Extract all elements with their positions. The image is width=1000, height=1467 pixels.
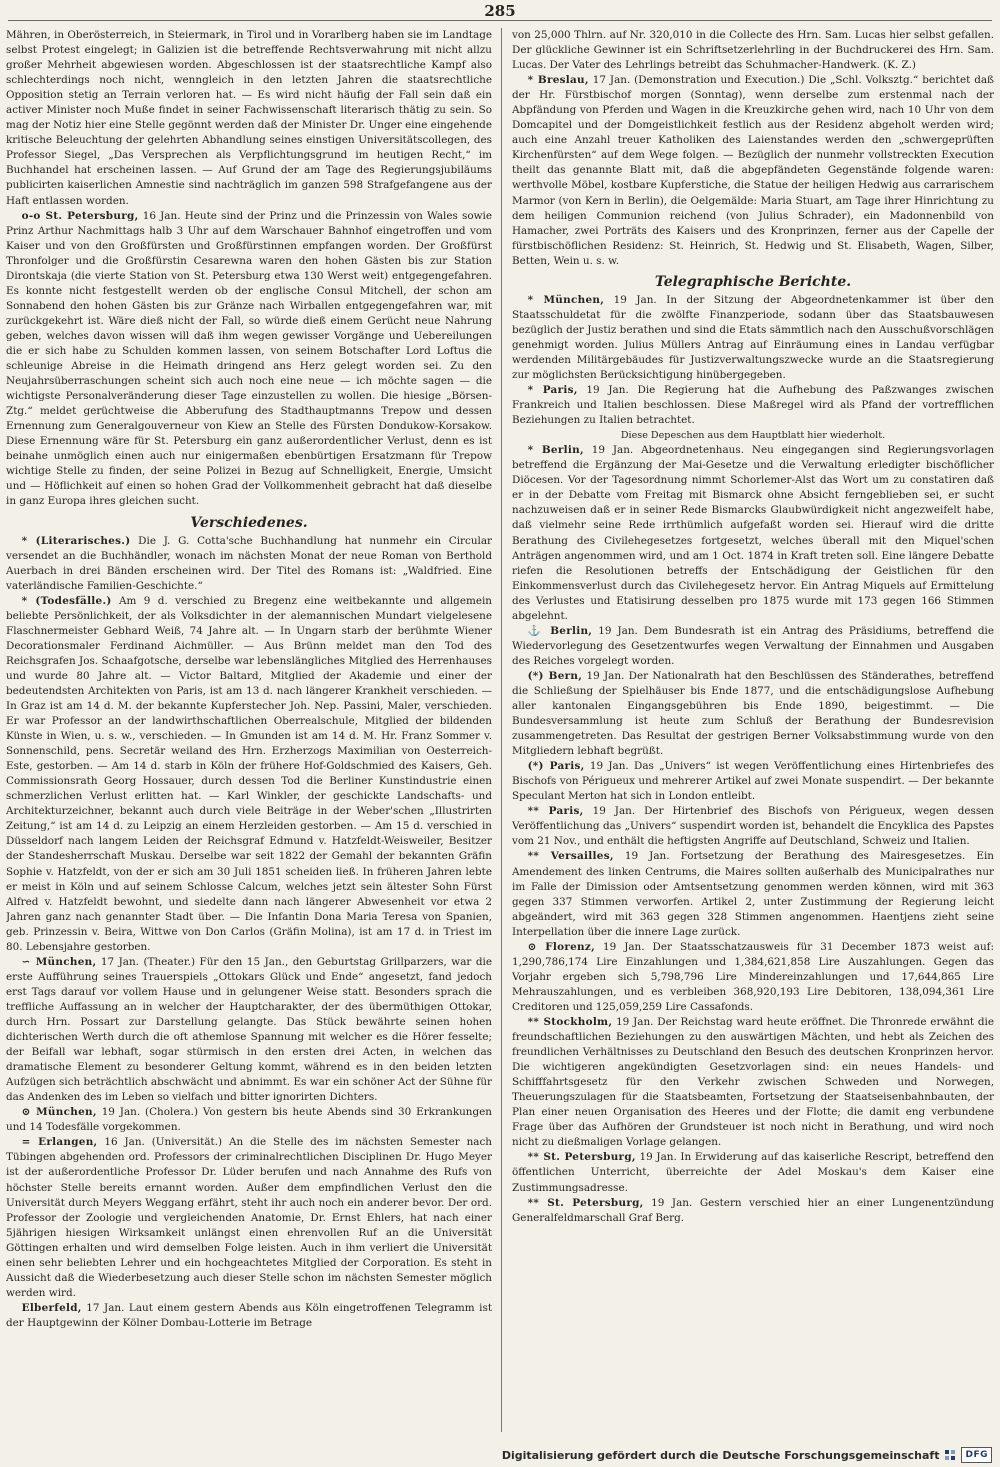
article-dateline: ** St. Petersburg, <box>527 1196 644 1209</box>
article-paragraph <box>6 1105 492 1135</box>
article-dateline: (*) Bern, <box>527 669 583 682</box>
article-text: 17 Jan. Laut einem gestern Abends aus Köln eingetroffenen Telegramm ist der Hauptgewinn der Kölner Dombau-Lotterie im Betrage <box>6 1301 492 1329</box>
article-paragraph <box>512 383 994 428</box>
article-dateline: ** Paris, <box>527 805 584 818</box>
article-text: 16 Jan. Heute sind der Prinz und die Prinzessin von Wales sowie Prinz Arthur Nachmittags halb 3 Uhr auf dem Warschauer Bahnhof eingetroffen und vom Kaiser und von den Großfürsten und Großfürstinnen empfangen worden. Der Großfürst Thronfolger und die Großfürstin Cesarewna waren den hohen Gästen bis zur Station Dirontskaja (die vierte Station von St. Petersburg etwa 130 Werst weit) entgegengefahren. Es konnte nicht festgestellt werden ob der englische Consul Mitchell, der schon am Sonnabend den hohen Gästen bis zur Gränze nach Wirballen entgegengefahren war, mit zurückgekehrt ist. Wäre dieß nicht der Fall, so würde dieß einem Gerücht neue Nahrung geben, welches davon wissen will daß ihm wegen gewisser Vorgänge und Uebereilungen die er sich habe zu Schulden kommen lassen, von seinem Botschafter Lord Loftus die schleunige Abreise in die Heimath dringend ans Herz gelegt worden sei. Zu den Neujahrsüberraschungen scheint sich auch noch eine neue — ich möchte sagen — die wichtigste Personalveränderung dieser Tage einzustellen zu wollen. Die hiesige „Börsen-Ztg.“ meldet gerüchtweise die Abberufung des Stadthauptmanns Trepow und dessen Ernennung zum Generalgouverneur von Kiew an Stelle des Fürsten Dondukow-Korsakow. Diese Ernennung wäre für St. Petersburg ein ganz außerordentlicher Verlust, denn es ist beinahe unmöglich einen auch nur einigermaßen ebenbürtigen Ersatzmann für Trepow wichtige Stelle zu finden, der seine Polizei in Bezug auf Schnelligkeit, Energie, Umsicht und — Höflichkeit auf einen so hohen Grad der Vollkommenheit gebracht hat daß dieselbe in ganz Europa ihres gleichen sucht. <box>6 209 492 508</box>
article-text: von 25,000 Thlrn. auf Nr. 320,010 in die Collecte des Hrn. Sam. Lucas hier selbst gefallen. Der glückliche Gewinner ist ein Schriftsetzerlehrling in der Buchdruckerei des Hrn. Sam. Lucas. Der Vater des Lehrlings betreibt das Schuhmacher-Handwerk. (K. Z.) <box>512 29 994 72</box>
right-column <box>512 28 994 1432</box>
article-text: 19 Jan. Der Nationalrath hat den Beschlüssen des Ständerathes, betreffend die Schließung der Spielhäuser bis Ende 1877, und die entschädigungslose Aufhebung aller kantonalen Eingangsgebühren bis Ende 1890, beigestimmt. — Die Bundesversammlung ist heute zum Schluß der Berathung der Bundesrevision zusammengetreten. Das Resultat der gestrigen Berner Volksabstimmung wurde von den Mitgliedern lebhaft begrüßt. <box>512 669 994 758</box>
article-dateline: * (Literarisches.) <box>21 534 131 547</box>
article-text: 19 Jan. Fortsetzung der Berathung des Mairesgesetzes. Ein Amendement des linken Centrums, die Maires sollten außerhalb des Municipalrathes nur im Falle der Dimission oder Amtsentsetzung genommen werden können, wird mit 363 gegen 337 Stimmen verworfen. Artikel 2, unter Zustimmung der Regierung leicht abgeändert, wird mit 363 gegen 328 Stimmen angenommen. Haentjens zieht seine Interpellation über die innere Lage zurück. <box>512 850 994 938</box>
page-number: 285 <box>484 2 516 20</box>
article-dateline: ∽ München, <box>21 955 97 968</box>
article-dateline: = Erlangen, <box>21 1136 98 1149</box>
article-dateline: * München, <box>527 293 605 306</box>
article-paragraph <box>6 1301 492 1331</box>
article-text: 17 Jan. (Demonstration und Execution.) Die „Schl. Volksztg.“ berichtet daß der Hr. Fürstbischof morgen (Sonntag), wenn derselbe zum erstenmal nach der Abpfändung von Pferden und Wagen in die Kreuzkirche gehen wird, nach 10 Uhr von dem Domcapitel und der Domgeistlichkeit festlich aus der Residenz abgeholt werden wird; auch eine Anzahl treuer Katholiken des Laienstandes werden den „schwergeprüften Kirchenfürsten“ auf dem Wege folgen. — Bezüglich der nunmehr vollstreckten Execution theilt das genannte Blatt mit, daß die abgepfändeten Gegenstände folgende waren: werthvolle Möbel, kostbare Kupferstiche, die Statue der heiligen Hedwig aus carrarischem Marmor (von Kern in Berlin), die Oelgemälde: Maria Stuart, am Tage ihrer Hinrichtung zu dem heiligen Communion reichend (von Julius Schrader), ein Madonnenbild von Hamacher, zwei Porträts des Kaisers und des Kronprinzen, ferner aus der Capelle der fürstbischöflichen Residenz: St. Heinrich, St. Hedwig und St. Elisabeth, Wagen, Silber, Betten, Wein u. s. w. <box>512 74 994 267</box>
section-heading: Telegraphische Berichte. <box>654 273 852 290</box>
article-paragraph <box>512 804 994 849</box>
article-dateline: * Paris, <box>527 384 578 397</box>
article-text: Die J. G. Cotta'sche Buchhandlung hat nunmehr ein Circular versendet an die Buchhändler, wonach im nächsten Monat der neue Roman von Berthold Auerbach in drei Bänden erscheinen wird. Der Titel des Romans ist: „Waldfried. Eine vaterländische Familien-Geschichte.“ <box>6 534 492 592</box>
article-text: 19 Jan. Das „Univers“ ist wegen Veröffentlichung eines Hirtenbriefes des Bischofs von Périgueux und mehrerer Artikel auf zwei Monate suspendirt. — Der bekannte Speculant Merton hat sich in London entleibt. <box>512 760 994 803</box>
column-divider <box>501 28 502 1432</box>
dfg-logo: DFG <box>961 1447 992 1463</box>
article-paragraph <box>512 1196 994 1226</box>
article-dateline: (*) Paris, <box>527 760 585 773</box>
article-paragraph <box>6 594 492 955</box>
article-text: 19 Jan. Abgeordnetenhaus. Neu eingegangen sind Regierungsvorlagen betreffend die Ergänzung der Mai-Gesetze und die Verwaltung erledigter bischöflicher Diöcesen. Vor der Tagesordnung nimmt Schorlemer-Alst das Wort um zu constatiren daß er in der Debatte vom Freitag mit Bismarck ohne Absicht ferngeblieben sei, er sucht nachzuweisen daß er in seiner Rede Bismarcks Glaubwürdigkeit nicht angezweifelt habe, daß vielmehr seine Rede irrthümlich aufgefaßt worden sei. Hierauf wird die dritte Berathung des Civilehegesetzes fortgesetzt, welches überall mit den Miquel'schen Anträgen angenommen wird, und am 1 Oct. 1874 in Kraft treten soll. Eine längere Debatte riefen die Resolutionen betreffs der Entschädigung der Geistlichen für den Einkommensverlust durch das Civilehegesetz hervor. Ein Antrag Miquels auf Ermittelung des Verlustes und Etatisirung desselben pro 1875 wurde mit 173 gegen 166 Stimmen abgelehnt. <box>512 444 994 622</box>
article-dateline: * Berlin, <box>527 444 584 457</box>
article-text: 19 Jan. Gestern verschied hier an einer Lungenentzündung Generalfeldmarschall Graf Berg. <box>512 1196 994 1224</box>
article-paragraph <box>512 443 994 624</box>
footer <box>502 1447 992 1463</box>
article-text: 19 Jan. Dem Bundesrath ist ein Antrag des Präsidiums, betreffend die Wiedervorlegung des Gesetzentwurfes wegen Verwaltung der Einnahmen und Ausgaben des Reiches vorgelegt worden. <box>512 624 994 667</box>
article-dateline: Elberfeld, <box>21 1301 82 1314</box>
article-text: Mähren, in Oberösterreich, in Steiermark, in Tirol und in Vorarlberg haben sie im Landtage selbst Protest eingelegt; in Galizien ist die betreffende Rechtsverwahrung mit nicht allzu großer Mehrheit abgewiesen worden. Abgeschlossen ist der staatsrechtliche Kampf also schlechterdings noch nicht, wenngleich in den letzten Jahren die staatsrechtliche Opposition stetig an Terrain verloren hat. — Es wird nicht häufig der Fall sein daß ein activer Minister noch Muße findet in seiner Fachwissenschaft literarisch thätig zu sein. So mag der Notiz hier eine Stelle gegönnt werden daß der Minister Dr. Unger eine eingehende kritische Beleuchtung der gelehrten Abhandlung seines einstigen Universitätscollegen, des Professor Siegel, „Das Versprechen als Verpflichtungsgrund im heutigen Recht,“ im Buchhandel hat erscheinen lassen. — Auf Grund der am Tage des Regierungsjubiläums publicirten kaiserlichen Amnestie sind nachträglich im ganzen 598 Strafgefangene aus der Haft entlassen worden. <box>6 29 492 207</box>
article-dateline: ** Versailles, <box>527 850 614 863</box>
section-heading: Verschiedenes. <box>190 514 308 531</box>
article-paragraph <box>6 534 492 594</box>
article-text: Am 9 d. verschied zu Bregenz eine weitbekannte und allgemein beliebte Persönlichkeit, der als Volksdichter in der alemannischen Mundart vielgelesene Flaschnermeister Gebhard Weiß, 74 Jahre alt. — In Ungarn starb der berühmte Wiener Decorationsmaler Ferdinand Aichmüller. — Aus Brünn meldet man den Tod des Reichsgrafen Jos. Schaafgotsche, derselbe war lebenslängliches Mitglied des Herrenhauses und wurde 80 Jahre alt. — Victor Baltard, Mitglied der Akademie und einer der bedeutendsten Architekten von Paris, ist am 13 d. nach längerer Krankheit verschieden. — In Graz ist am 14 d. M. der bekannte Kupferstecher Joh. Nep. Passini, Maler, verschieden. Er war Professor an der landwirthschaftlichen Oberrealschule, Mitglied der bildenden Künste in Wien, u. s. w., verschieden. — In Gmunden ist am 14 d. M. Hr. Franz Sommer v. Sonnenschild, pens. Secretär weiland des Hrn. Erzherzogs Maximilian von Oesterreich-Este, gestorben. — Am 14 d. starb in Köln der frühere Hof-Goldschmied des Kaisers, Geh. Commissionsrath Georg Hossauer, durch dessen Tod die Berliner Kunstindustrie einen schmerzlichen Verlust erlitten hat. — Karl Winkler, der geschickte Landschafts- und Architekturzeichner, bekannt auch durch viele Beiträge in der Weber'schen „Illustrirten Zeitung,“ ist am 14 d. zu Leipzig an einem Herzleiden gestorben. — Am 15 d. verschied in Düsseldorf nach langem Leiden der Reichsgraf Edmund v. Hatzfeldt-Weisweiler, Besitzer der Standesherrschaft Muskau. Derselbe war seit 1822 der Gemahl der bekannten Gräfin Sophie v. Hatzfeldt, von der er sich am 30 Juli 1851 scheiden ließ. In früheren Jahren lebte er meist in Köln und auf seinem Schlosse Calcum, welches jetzt sein ältester Sohn Fürst Alfred v. Hatzfeldt bewohnt, und siedelte dann nach längerer Abwesenheit vor etwa 2 Jahren ganz nach genannter Stadt über. — Die Infantin Dona Maria Teresa von Spanien, geb. Prinzessin v. Beira, Wittwe von Don Carlos (Gräfin Molina), ist am 17 d. in Triest im 80. Lebensjahre gestorben. <box>6 594 492 953</box>
article-paragraph <box>6 1135 492 1301</box>
left-column <box>6 28 492 1432</box>
article-text: 16 Jan. (Universität.) An die Stelle des im nächsten Semester nach Tübingen abgehenden ord. Professors der criminalrechtlichen Disciplinen Dr. Hugo Meyer ist der außerordentliche Professor Dr. Lüder berufen und nach Annahme des Rufs von höchster Stelle bereits ernannt worden. Außer dem empfindlichen Verlust den die Universität durch Meyers Weggang erfährt, steht ihr auch noch ein anderer bevor. Der ord. Professor der Zoologie und vergleichenden Anatomie, Dr. Ernst Ehlers, hat nach einer 5jährigen hiesigen Wirksamkeit unlängst einen ehrenvollen Ruf an die Universität Göttingen erhalten und wird demselben Folge leisten. Auch in ihm verliert die Universität einen sehr beliebten Lehrer und ein hochgeachtetes Mitglied der Corporation. Es steht in Aussicht daß die Wiederbesetzung auch dieser Stelle schon im nächsten Semester möglich werden wird. <box>6 1136 492 1299</box>
article-dateline: o-o St. Petersburg, <box>21 209 139 222</box>
article-text: 19 Jan. Die Regierung hat die Aufhebung des Paßzwanges zwischen Frankreich und Italien beschlossen. Diese Maßregel wird als Pfand der vortrefflichen Beziehungen zu Italien betrachtet. <box>512 384 994 427</box>
article-text: 19 Jan. (Cholera.) Von gestern bis heute Abends sind 30 Erkrankungen und 14 Todesfälle vorgekommen. <box>6 1106 492 1134</box>
article-text: 19 Jan. Der Staatsschatzausweis für 31 December 1873 weist auf: 1,290,786,174 Lire Einzahlungen und 1,384,621,858 Lire Auszahlungen. Gegen das Vorjahr ergeben sich 5,798,796 Lire Mindereinzahlungen und 17,644,865 Lire Mehrauszahlungen, und es verbleiben 368,920,193 Lire Debitoren, 138,094,361 Lire Creditoren und 125,059,259 Lire Cassafonds. <box>512 940 994 1013</box>
article-paragraph <box>6 209 492 510</box>
article-paragraph <box>6 955 492 1105</box>
footer-credit: Digitalisierung gefördert durch die Deutsche Forschungsgemeinschaft <box>501 1448 940 1462</box>
article-paragraph <box>6 28 492 209</box>
editorial-note: Diese Depeschen aus dem Hauptblatt hier wiederholt. <box>620 430 886 442</box>
header-rule <box>8 20 992 21</box>
article-dateline: ⊙ München, <box>21 1106 97 1119</box>
dfg-mark-icon <box>945 1450 955 1460</box>
article-dateline: ** St. Petersburg, <box>527 1151 636 1164</box>
article-paragraph <box>512 293 994 383</box>
article-dateline: * (Todesfälle.) <box>21 594 112 607</box>
article-text: 19 Jan. Der Hirtenbrief des Bischofs von Périgueux, wegen dessen Veröffentlichung das „Univers“ suspendirt worden ist, behandelt die Encyklica des Papstes vom 21 Nov., und enthält die heftigsten Angriffe auf Deutschland, Schweiz und Italien. <box>512 805 994 848</box>
article-text: 19 Jan. Der Reichstag ward heute eröffnet. Die Thronrede erwähnt die freundschaftlichen Beziehungen zu den auswärtigen Mächten, und hebt als Zeichen des freundlichen Verhältnisses zu Deutschland den Besuch des deutschen Kronprinzen hervor. Die wichtigeren angekündigten Gesetzvorlagen sind: ein neues Handels- und Schifffahrtsgesetz für den Verkehr zwischen Schweden und Norwegen, Theuerungszulagen für die Staatsbeamten, Fortsetzung der Staatseisenbahnbauten, der Plan einer neuen Organisation des Heeres und der Flotte; die damit eng verbundene Frage über das Aufhören der Grundsteuer ist noch nicht in Berathung, und wird noch nicht zu dießmaligen Vorlage gelangen. <box>512 1016 994 1149</box>
article-dateline: * Breslau, <box>527 74 589 87</box>
article-paragraph <box>512 1015 994 1150</box>
article-dateline: ⊙ Florenz, <box>527 940 596 953</box>
article-paragraph <box>512 759 994 804</box>
article-paragraph <box>512 73 994 269</box>
article-text: 17 Jan. (Theater.) Für den 15 Jan., den Geburtstag Grillparzers, war die erste Aufführung seines Trauerspiels „Ottokars Glück und Ende“ angesetzt, fand jedoch erst Tags darauf vor vollem Hause und in gelungener Weise statt. Besonders sprach die treffliche Auffassung an in welcher der Hauptcharakter, der des übermüthigen Ottokar, durch Hrn. Possart zur Darstellung gelangte. Das Stück bewährte seinen hohen dichterischen Werth durch die oft athemlose Spannung mit welcher es die Hörer fesselte; der Beifall war lebhaft, sogar stürmisch in den ersten drei Acten, in welchen das dramatische Element zu besonderer Geltung kommt, während es in den beiden letzten Aufzügen sich beträchtlich abschwächt und abnimmt. Es war ein schöner Act der Sühne für das Andenken des im Leben so vielfach und bitter ignorirten Dichters. <box>6 955 492 1104</box>
article-paragraph <box>512 940 994 1015</box>
article-text: 19 Jan. In der Sitzung der Abgeordnetenkammer ist über den Staatsschuldetat für die zwölfte Finanzperiode, sodann über das Staatsbauwesen bezüglich der Justiz berathen und sind die Etats sämmtlich nach den Ausschußvorschlägen genehmigt worden. Julius Müllers Antrag auf Einräumung eines in Landau verfügbar werdenden Militärgebäudes für Justizverwaltungszwecke wurde an die Staatsregierung zur möglichsten Berücksichtigung hinübergegeben. <box>512 293 994 381</box>
article-paragraph <box>512 1150 994 1195</box>
article-paragraph <box>512 669 994 759</box>
article-paragraph <box>512 28 994 73</box>
article-paragraph <box>512 849 994 939</box>
article-paragraph <box>512 624 994 669</box>
article-text: 19 Jan. In Erwiderung auf das kaiserliche Rescript, betreffend den öffentlichen Unterricht, überreichte der Adel Moskau's dem Kaiser eine Zustimmungsadresse. <box>512 1151 994 1194</box>
article-dateline: ⚓ Berlin, <box>527 624 593 637</box>
article-dateline: ** Stockholm, <box>527 1016 613 1028</box>
